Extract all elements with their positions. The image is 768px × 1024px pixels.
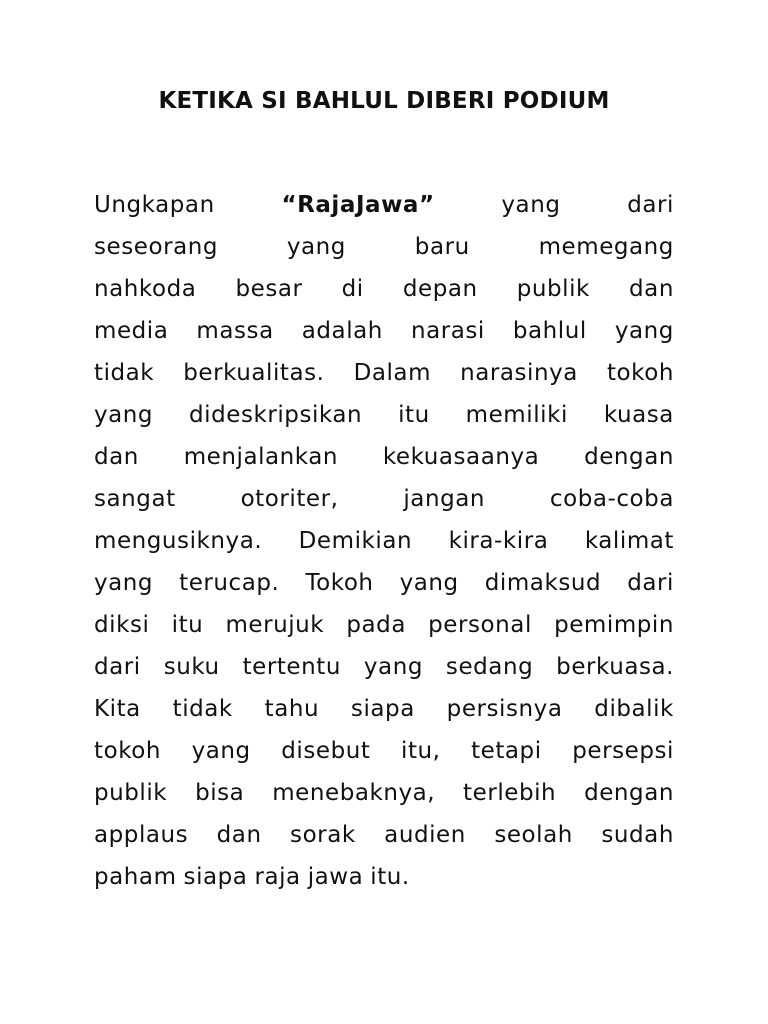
document-title: KETIKA SI BAHLUL DIBERI PODIUM (158, 88, 610, 114)
paragraph-word: terlebih (463, 780, 557, 806)
paragraph-line (94, 268, 674, 310)
paragraph-word: yang (94, 402, 154, 428)
paragraph-word: berkualitas. (183, 360, 325, 386)
paragraph-word: yang (191, 738, 251, 764)
paragraph-word: depan (402, 276, 478, 302)
paragraph-word: itu, (401, 738, 441, 764)
paragraph-line (94, 394, 674, 436)
paragraph-word: itu (171, 612, 204, 638)
paragraph-word: berkuasa. (556, 654, 674, 680)
paragraph-word: raja (254, 864, 301, 890)
paragraph-word: seseorang (94, 234, 219, 260)
paragraph-word: tokoh (94, 738, 161, 764)
paragraph-word: yang (94, 570, 154, 596)
paragraph-word: dan (629, 276, 674, 302)
paragraph-word: bisa (195, 780, 245, 806)
paragraph-word: Kita (94, 696, 141, 722)
paragraph-line (94, 772, 674, 814)
paragraph-line (94, 520, 674, 562)
paragraph-word: narasinya (460, 360, 578, 386)
paragraph-word: tertentu (242, 654, 341, 680)
paragraph-word: suku (163, 654, 220, 680)
paragraph-word: massa (196, 318, 274, 344)
paragraph-word: adalah (301, 318, 383, 344)
paragraph-word: dengan (584, 780, 674, 806)
paragraph-line (94, 310, 674, 352)
paragraph-word: terucap. (179, 570, 280, 596)
body-paragraph (94, 184, 674, 898)
paragraph-word: baru (414, 234, 470, 260)
paragraph-word: tidak (172, 696, 233, 722)
paragraph-word: yang (363, 654, 423, 680)
paragraph-word: siapa (183, 864, 248, 890)
paragraph-word: menjalankan (183, 444, 339, 470)
paragraph-word: kira-kira (448, 528, 549, 554)
paragraph-word: dari (627, 192, 674, 218)
paragraph-word: publik (94, 780, 168, 806)
paragraph-word: itu. (370, 864, 410, 890)
paragraph-word: kekuasaanya (382, 444, 540, 470)
paragraph-word: diksi (94, 612, 150, 638)
paragraph-word: jawa (307, 864, 364, 890)
paragraph-line (94, 814, 674, 856)
paragraph-word: memiliki (465, 402, 568, 428)
emphasized-term: “RajaJawa” (281, 192, 435, 218)
paragraph-word: nahkoda (94, 276, 197, 302)
paragraph-line (94, 604, 674, 646)
paragraph-word: kuasa (603, 402, 674, 428)
paragraph-word: Tokoh (305, 570, 374, 596)
paragraph-word: persepsi (572, 738, 674, 764)
paragraph-word: yang (614, 318, 674, 344)
paragraph-word: dimaksud (484, 570, 602, 596)
paragraph-word: Demikian (298, 528, 413, 554)
paragraph-word: tidak (94, 360, 155, 386)
paragraph-word: yang (286, 234, 346, 260)
paragraph-word: yang (501, 192, 561, 218)
paragraph-word: seolah (494, 822, 573, 848)
paragraph-word: pemimpin (554, 612, 674, 638)
paragraph-word: sudah (601, 822, 674, 848)
paragraph-word: audien (384, 822, 466, 848)
paragraph-word: sangat (94, 486, 176, 512)
paragraph-word: dibalik (594, 696, 674, 722)
paragraph-line (94, 730, 674, 772)
paragraph-word: itu (398, 402, 430, 428)
paragraph-word: tokoh (606, 360, 674, 386)
paragraph-word: bahlul (512, 318, 587, 344)
paragraph-line (94, 226, 674, 268)
paragraph-word: pada (346, 612, 406, 638)
paragraph-word: dengan (584, 444, 674, 470)
paragraph-word: yang (399, 570, 459, 596)
paragraph-word: coba-coba (549, 486, 674, 512)
paragraph-word: dan (216, 822, 262, 848)
paragraph-word: besar (235, 276, 303, 302)
paragraph-line (94, 184, 674, 226)
paragraph-word: dideskripsikan (189, 402, 363, 428)
paragraph-word: paham (94, 864, 177, 890)
paragraph-line (94, 478, 674, 520)
paragraph-word: tahu (264, 696, 320, 722)
paragraph-word: jangan (403, 486, 485, 512)
paragraph-line (94, 352, 674, 394)
paragraph-word: persisnya (446, 696, 563, 722)
paragraph-word: merujuk (225, 612, 325, 638)
paragraph-word: tetapi (471, 738, 542, 764)
paragraph-word: kalimat (584, 528, 674, 554)
paragraph-word: narasi (410, 318, 485, 344)
paragraph-line (94, 646, 674, 688)
paragraph-word: sedang (445, 654, 534, 680)
paragraph-word: disebut (281, 738, 371, 764)
paragraph-word: applaus (94, 822, 189, 848)
paragraph-word: personal (428, 612, 532, 638)
paragraph-word: media (94, 318, 169, 344)
paragraph-word: memegang (538, 234, 674, 260)
paragraph-word: mengusiknya. (94, 528, 263, 554)
paragraph-word: di (341, 276, 364, 302)
paragraph-word: dari (627, 570, 674, 596)
paragraph-word: sorak (290, 822, 356, 848)
paragraph-word: dan (94, 444, 139, 470)
paragraph-line (94, 436, 674, 478)
paragraph-word: Ungkapan (94, 192, 215, 218)
paragraph-word: publik (516, 276, 590, 302)
paragraph-word: Dalam (353, 360, 432, 386)
paragraph-line (94, 562, 674, 604)
paragraph-word: otoriter, (240, 486, 339, 512)
paragraph-line (94, 688, 674, 730)
paragraph-line (94, 856, 674, 898)
paragraph-word: siapa (350, 696, 415, 722)
paragraph-word: menebaknya, (272, 780, 436, 806)
paragraph-word: dari (94, 654, 141, 680)
